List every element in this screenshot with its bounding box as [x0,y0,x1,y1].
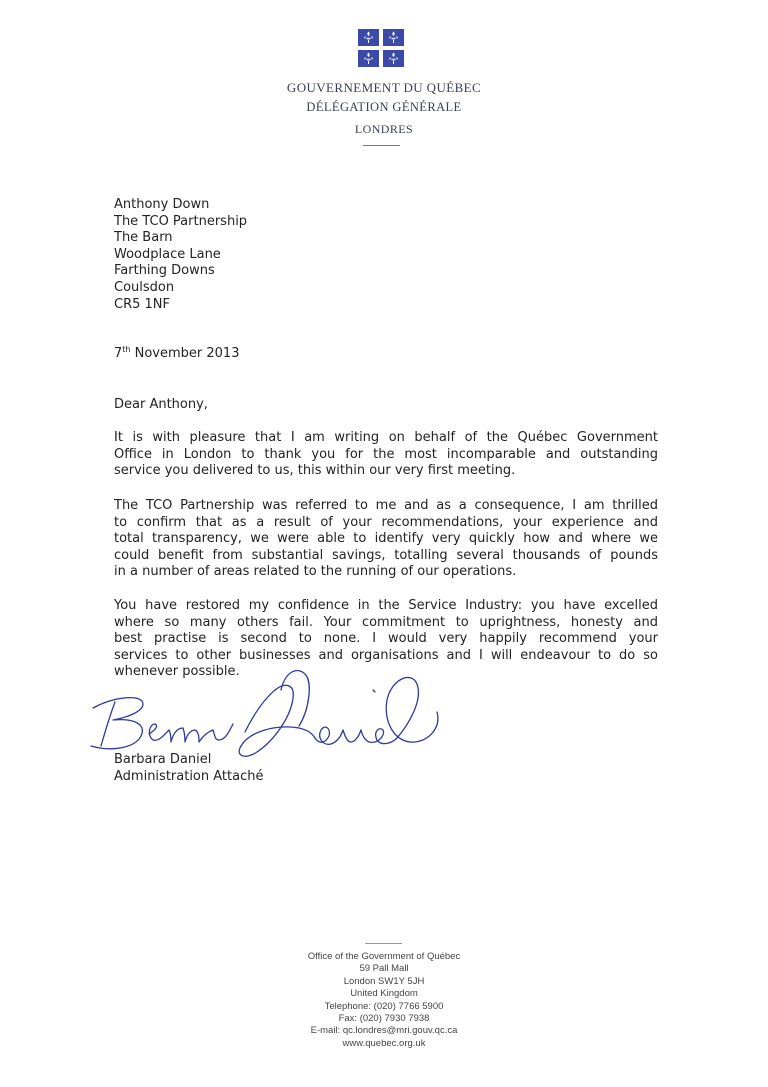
footer-line: 59 Pall Mall [359,963,409,975]
recipient-address [114,197,247,313]
address-line: Coulsdon [114,279,175,295]
paragraph-line: to confirm that as a result of your recommendations, your experience and [114,514,658,530]
address-line: The TCO Partnership [114,213,248,229]
address-line: Anthony Down [114,197,210,212]
paragraph-line: could benefit from substantial savings, totalling several thousands of pounds [114,547,658,563]
footer-line: United Kingdom [350,988,418,1000]
footer-line: Telephone: (020) 7766 5900 [324,1000,444,1012]
letterhead-government: GOUVERNEMENT DU QUÉBEC [286,80,482,95]
footer-contact [0,951,768,1050]
footer-line: London SW1Y 5JH [343,975,425,987]
quebec-flag-emblem [357,28,405,68]
paragraph-line: in a number of areas related to the running of our operations. [114,564,517,580]
letterhead-divider [363,145,400,146]
body-paragraph [114,498,658,581]
paragraph-line: Office in London to thank you for the most incomparable and outstanding [114,446,658,462]
footer-line: Fax: (020) 7930 7938 [338,1013,430,1025]
body-paragraph [114,430,658,480]
letter-date [114,346,239,363]
address-line: The Barn [114,230,173,246]
paragraph-line: where so many others fail. Your commitment to uprightness, honesty and [114,614,658,630]
footer-email: E-mail: qc.londres@mri.gouv.qc.ca [310,1025,458,1037]
paragraph-line: service you delivered to us, this within our very first meeting. [114,463,516,479]
letterhead-delegation: DÉLÉGATION GÉNÉRALE [306,100,462,114]
address-line: CR5 1NF [114,296,170,312]
footer-website: www.quebec.org.uk [342,1037,426,1049]
signer-block [114,752,263,785]
signer-name: Barbara Daniel [114,752,212,767]
paragraph-line: services to other businesses and organisations and I will endeavour to do so [114,647,658,663]
salutation: Dear Anthony, [114,397,208,412]
paragraph-line: The TCO Partnership was referred to me and as a consequence, I am thrilled [114,498,658,513]
paragraph-line: best practise is second to none. I would very happily recommend your [114,631,658,647]
date-suffix: th [122,345,131,354]
address-line: Farthing Downs [114,263,215,279]
date-rest: November 2013 [130,346,240,361]
signer-title: Administration Attaché [114,768,264,784]
letterhead-city: LONDRES [354,122,414,136]
date-day: 7 [114,346,123,361]
paragraph-line: whenever possible. [114,664,240,680]
footer-line: Office of the Government of Québec [307,951,461,962]
address-line: Woodplace Lane [114,246,221,262]
paragraph-line: You have restored my confidence in the Service Industry: you have excelled [114,598,658,613]
paragraph-line: total transparency, we were able to identify very quickly how and where we [114,531,658,547]
footer-divider [365,943,402,944]
paragraph-line: It is with pleasure that I am writing on behalf of the Québec Government [114,430,658,445]
